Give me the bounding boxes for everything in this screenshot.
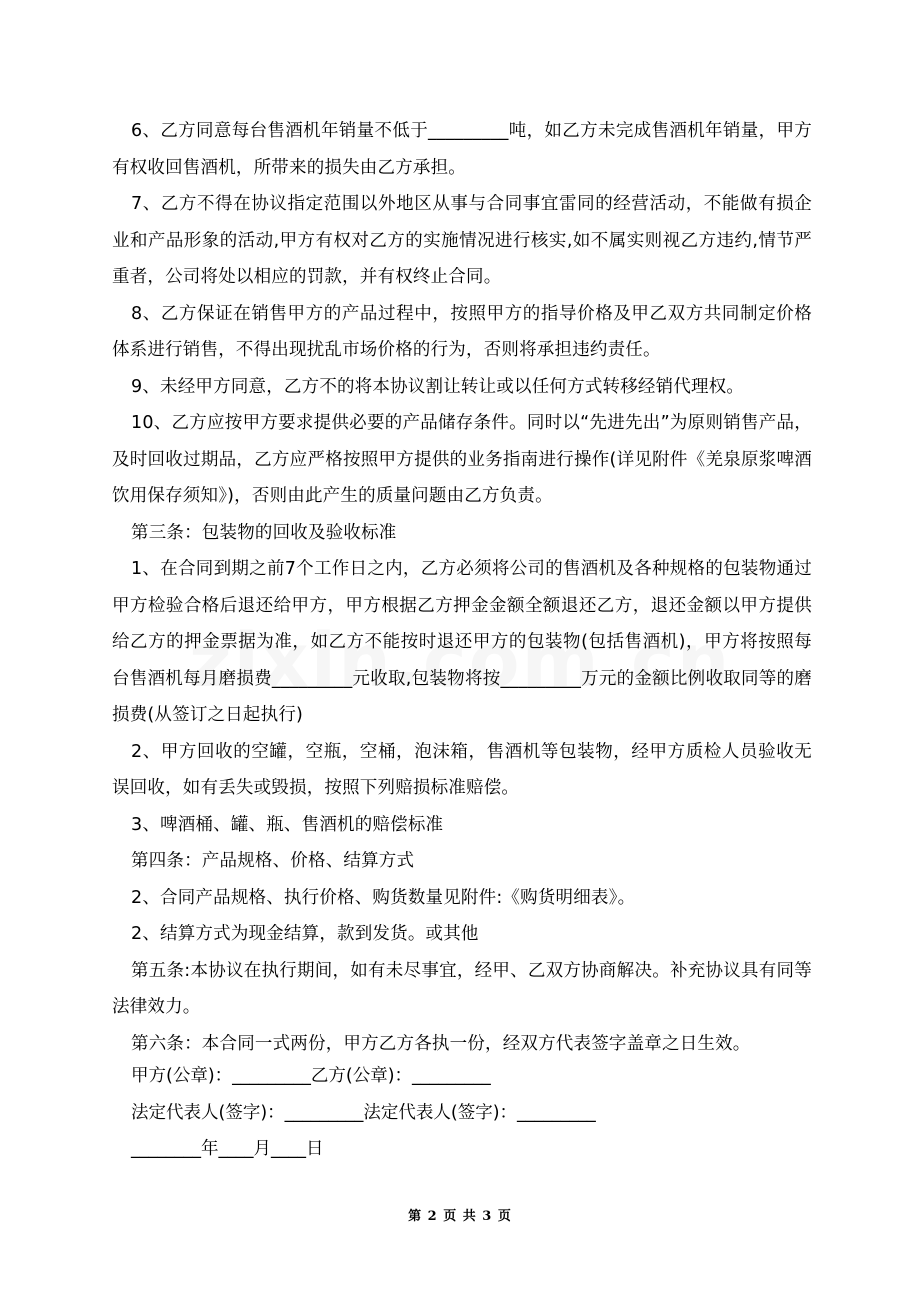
page-number-footer: 第 2 页 共 3 页	[408, 1209, 512, 1224]
signature-block	[112, 1058, 812, 1168]
article-3-item-2: 2、甲方回收的空罐，空瓶，空桶，泡沫箱，售酒机等包装物，经甲方质检人员验收无误回收，如有丢失或毁损，按照下列赔损标准赔偿。	[112, 741, 812, 798]
date-line: ________年____月____日	[131, 1139, 324, 1159]
clause-10: 10、乙方应按甲方要求提供必要的产品储存条件。同时以“先进先出”为原则销售产品，及时回收过期品，乙方应严格按照甲方提供的业务指南进行操作(详见附件《羌泉原浆啤酒饮用保存须知》)，否则由此产生的质量问题由乙方负责。	[112, 413, 812, 506]
clause-9: 9、未经甲方同意，乙方不的将本协议割让转让或以任何方式转移经销代理权。	[131, 376, 745, 397]
article-6: 第六条：本合同一式两份，甲方乙方各执一份，经双方代表签字盖章之日生效。	[131, 1033, 751, 1054]
clause-6: 6、乙方同意每台售酒机年销量不低于_________吨，如乙方未完成售酒机年销量，甲方有权收回售酒机，所带来的损失由乙方承担。	[112, 121, 812, 178]
article-4-item-settlement: 2、结算方式为现金结算，款到发货。或其他	[131, 924, 479, 944]
article-3-heading: 第三条：包装物的回收及验收标准	[131, 522, 397, 543]
article-3-item-3: 3、啤酒桶、罐、瓶、售酒机的赔偿标准	[131, 814, 444, 835]
party-seals-line: 甲方(公章)：_________乙方(公章)：_________	[131, 1066, 491, 1086]
clause-8: 8、乙方保证在销售甲方的产品过程中，按照甲方的指导价格及甲乙双方共同制定价格体系进行销售，不得出现扰乱市场价格的行为，否则将承担违约责任。	[112, 303, 812, 360]
representatives-line: 法定代表人(签字)：_________法定代表人(签字)：_________	[131, 1102, 596, 1123]
contract-body	[112, 113, 812, 1062]
article-3-item-1: 1、在合同到期之前7个工作日之内，乙方必须将公司的售酒机及各种规格的包装物通过甲方检验合格后退还给甲方，甲方根据乙方押金金额全额退还乙方，退还金额以甲方提供给乙方的押金票据为准，如乙方不能按时退还甲方的包装物(包括售酒机)，甲方将按照每台售酒机每月磨损费_________元收取,包装物将按_________万元的金额比例收取同等的磨损费(从签订之日起执行)	[112, 559, 812, 725]
article-4-heading: 第四条：产品规格、价格、结算方式	[131, 851, 415, 871]
clause-7: 7、乙方不得在协议指定范围以外地区从事与合同事宜雷同的经营活动，不能做有损企业和产品形象的活动,甲方有权对乙方的实施情况进行核实,如不属实则视乙方违约,情节严重者，公司将处以相应的罚款，并有权终止合同。	[112, 194, 812, 287]
article-5: 第五条:本协议在执行期间，如有未尽事宜，经甲、乙双方协商解决。补充协议具有同等法律效力。	[112, 960, 812, 1017]
article-4-item-specs: 2、合同产品规格、执行价格、购货数量见附件:《购货明细表》。	[131, 887, 636, 908]
